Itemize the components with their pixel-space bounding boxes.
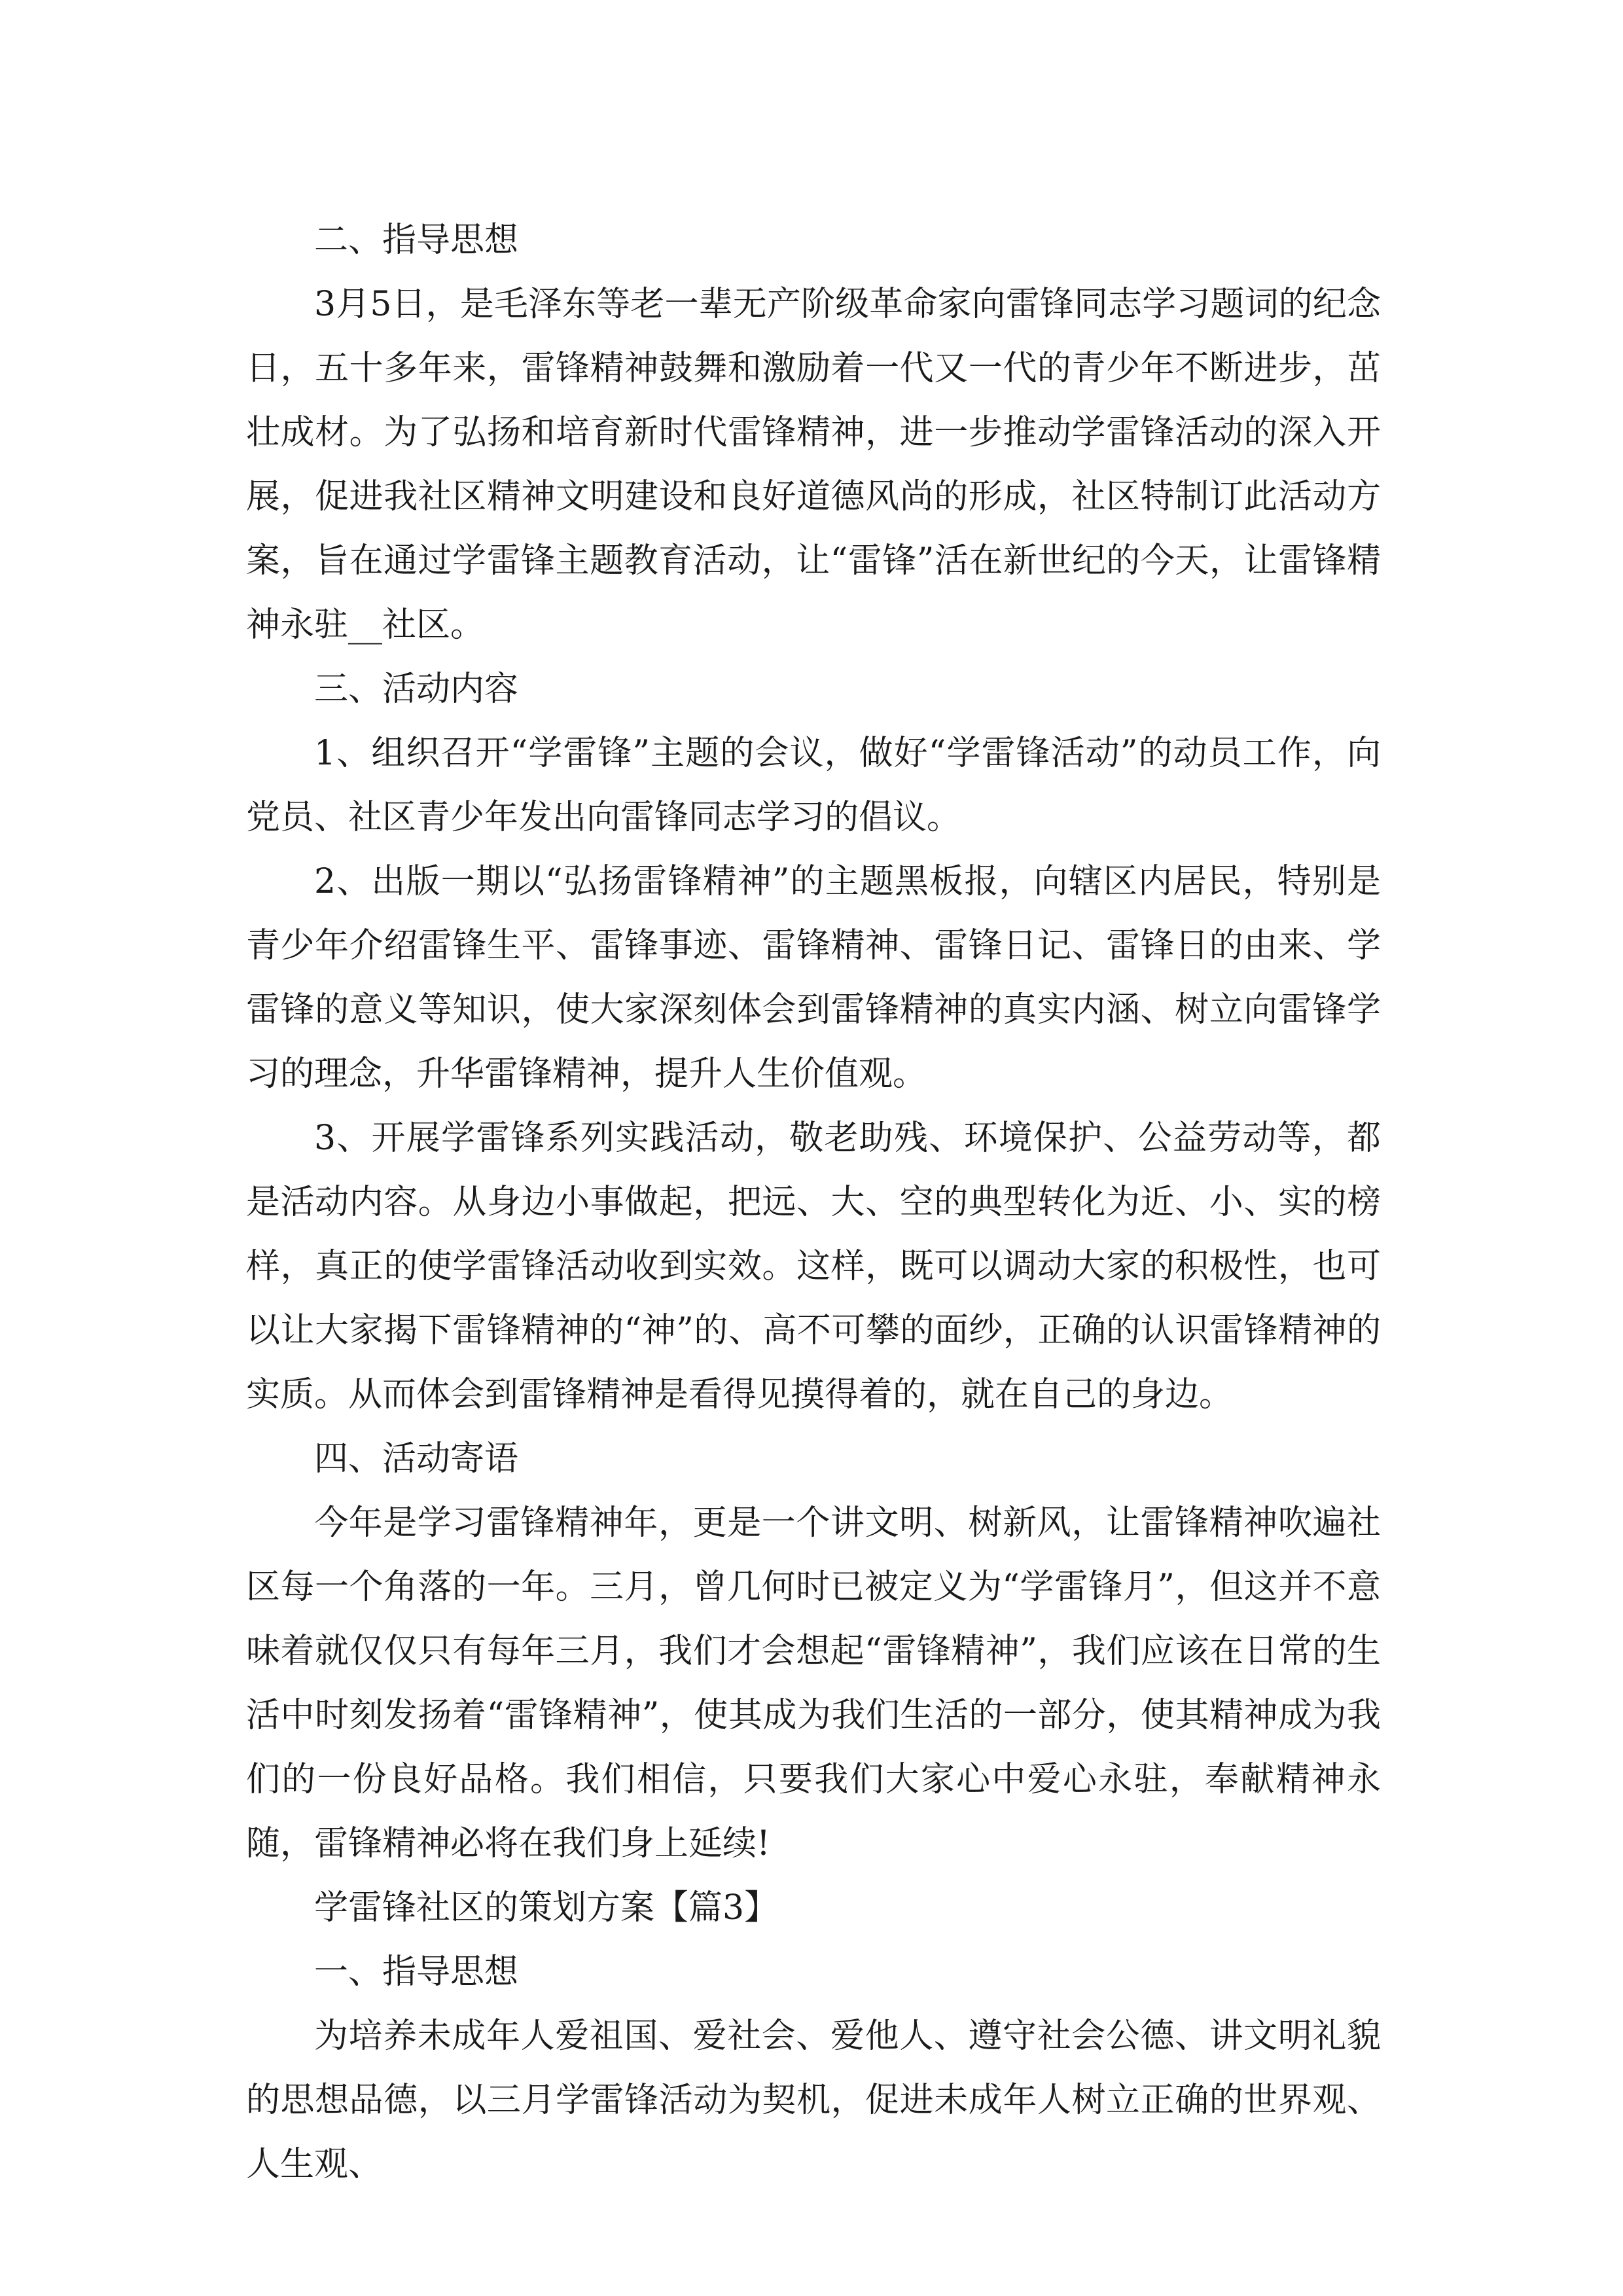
section-heading-guiding-ideology-part-3: 一、指导思想 (314, 1952, 519, 1992)
section-heading-activity-content: 三、活动内容 (314, 670, 519, 709)
paragraph-activity-message: 今年是学习雷锋精神年，更是一个讲文明、树新风，让雷锋精神吹遍社区每一个角落的一年。三月，曾几何时已被定义为“学雷锋月”，但这并不意味着就仅仅只有每年三月，我们才会想起“雷锋精神”，我们应该在日常的生活中时刻发扬着“雷锋精神”，使其成为我们生活的一部分，使其精神成为我们的一份良好品格。我们相信，只要我们大家心中爱心永驻，奉献精神永随，雷锋精神必将在我们身上延续! (246, 1503, 1381, 1863)
paragraph-guiding-ideology: 3月5日，是毛泽东等老一辈无产阶级革命家向雷锋同志学习题词的纪念日，五十多年来，雷锋精神鼓舞和激励着一代又一代的青少年不断进步，茁壮成材。为了弘扬和培育新时代雷锋精神，进一步推动学雷锋活动的深入开展，促进我社区精神文明建设和良好道德风尚的形成，社区特制订此活动方案，旨在通过学雷锋主题教育活动，让“雷锋”活在新世纪的今天，让雷锋精神永驻__社区。 (246, 285, 1381, 645)
section-heading-activity-message: 四、活动寄语 (314, 1439, 519, 1479)
paragraph-activity-item-2: 2、出版一期以“弘扬雷锋精神”的主题黑板报，向辖区内居民，特别是青少年介绍雷锋生平、雷锋事迹、雷锋精神、雷锋日记、雷锋日的由来、学雷锋的意义等知识，使大家深刻体会到雷锋精神的真实内涵、树立向雷锋学习的理念，升华雷锋精神，提升人生价值观。 (246, 862, 1381, 1094)
document-body (246, 208, 1381, 2197)
paragraph-activity-item-1: 1、组织召开“学雷锋”主题的会议，做好“学雷锋活动”的动员工作，向党员、社区青少年发出向雷锋同志学习的倡议。 (246, 734, 1381, 837)
section-heading-guiding-ideology: 二、指导思想 (314, 221, 519, 260)
article-title-part-3: 学雷锋社区的策划方案【篇3】 (314, 1888, 779, 1928)
paragraph-activity-item-3: 3、开展学雷锋系列实践活动，敬老助残、环境保护、公益劳动等，都是活动内容。从身边小事做起，把远、大、空的典型转化为近、小、实的榜样，真正的使学雷锋活动收到实效。这样，既可以调动大家的积极性，也可以让大家揭下雷锋精神的“神”的、高不可攀的面纱，正确的认识雷锋精神的实质。从而体会到雷锋精神是看得见摸得着的，就在自己的身边。 (246, 1119, 1381, 1414)
paragraph-guiding-ideology-part-3: 为培养未成年人爱祖国、爱社会、爱他人、遵守社会公德、讲文明礼貌的思想品德，以三月学雷锋活动为契机，促进未成年人树立正确的世界观、人生观、 (246, 2017, 1381, 2184)
